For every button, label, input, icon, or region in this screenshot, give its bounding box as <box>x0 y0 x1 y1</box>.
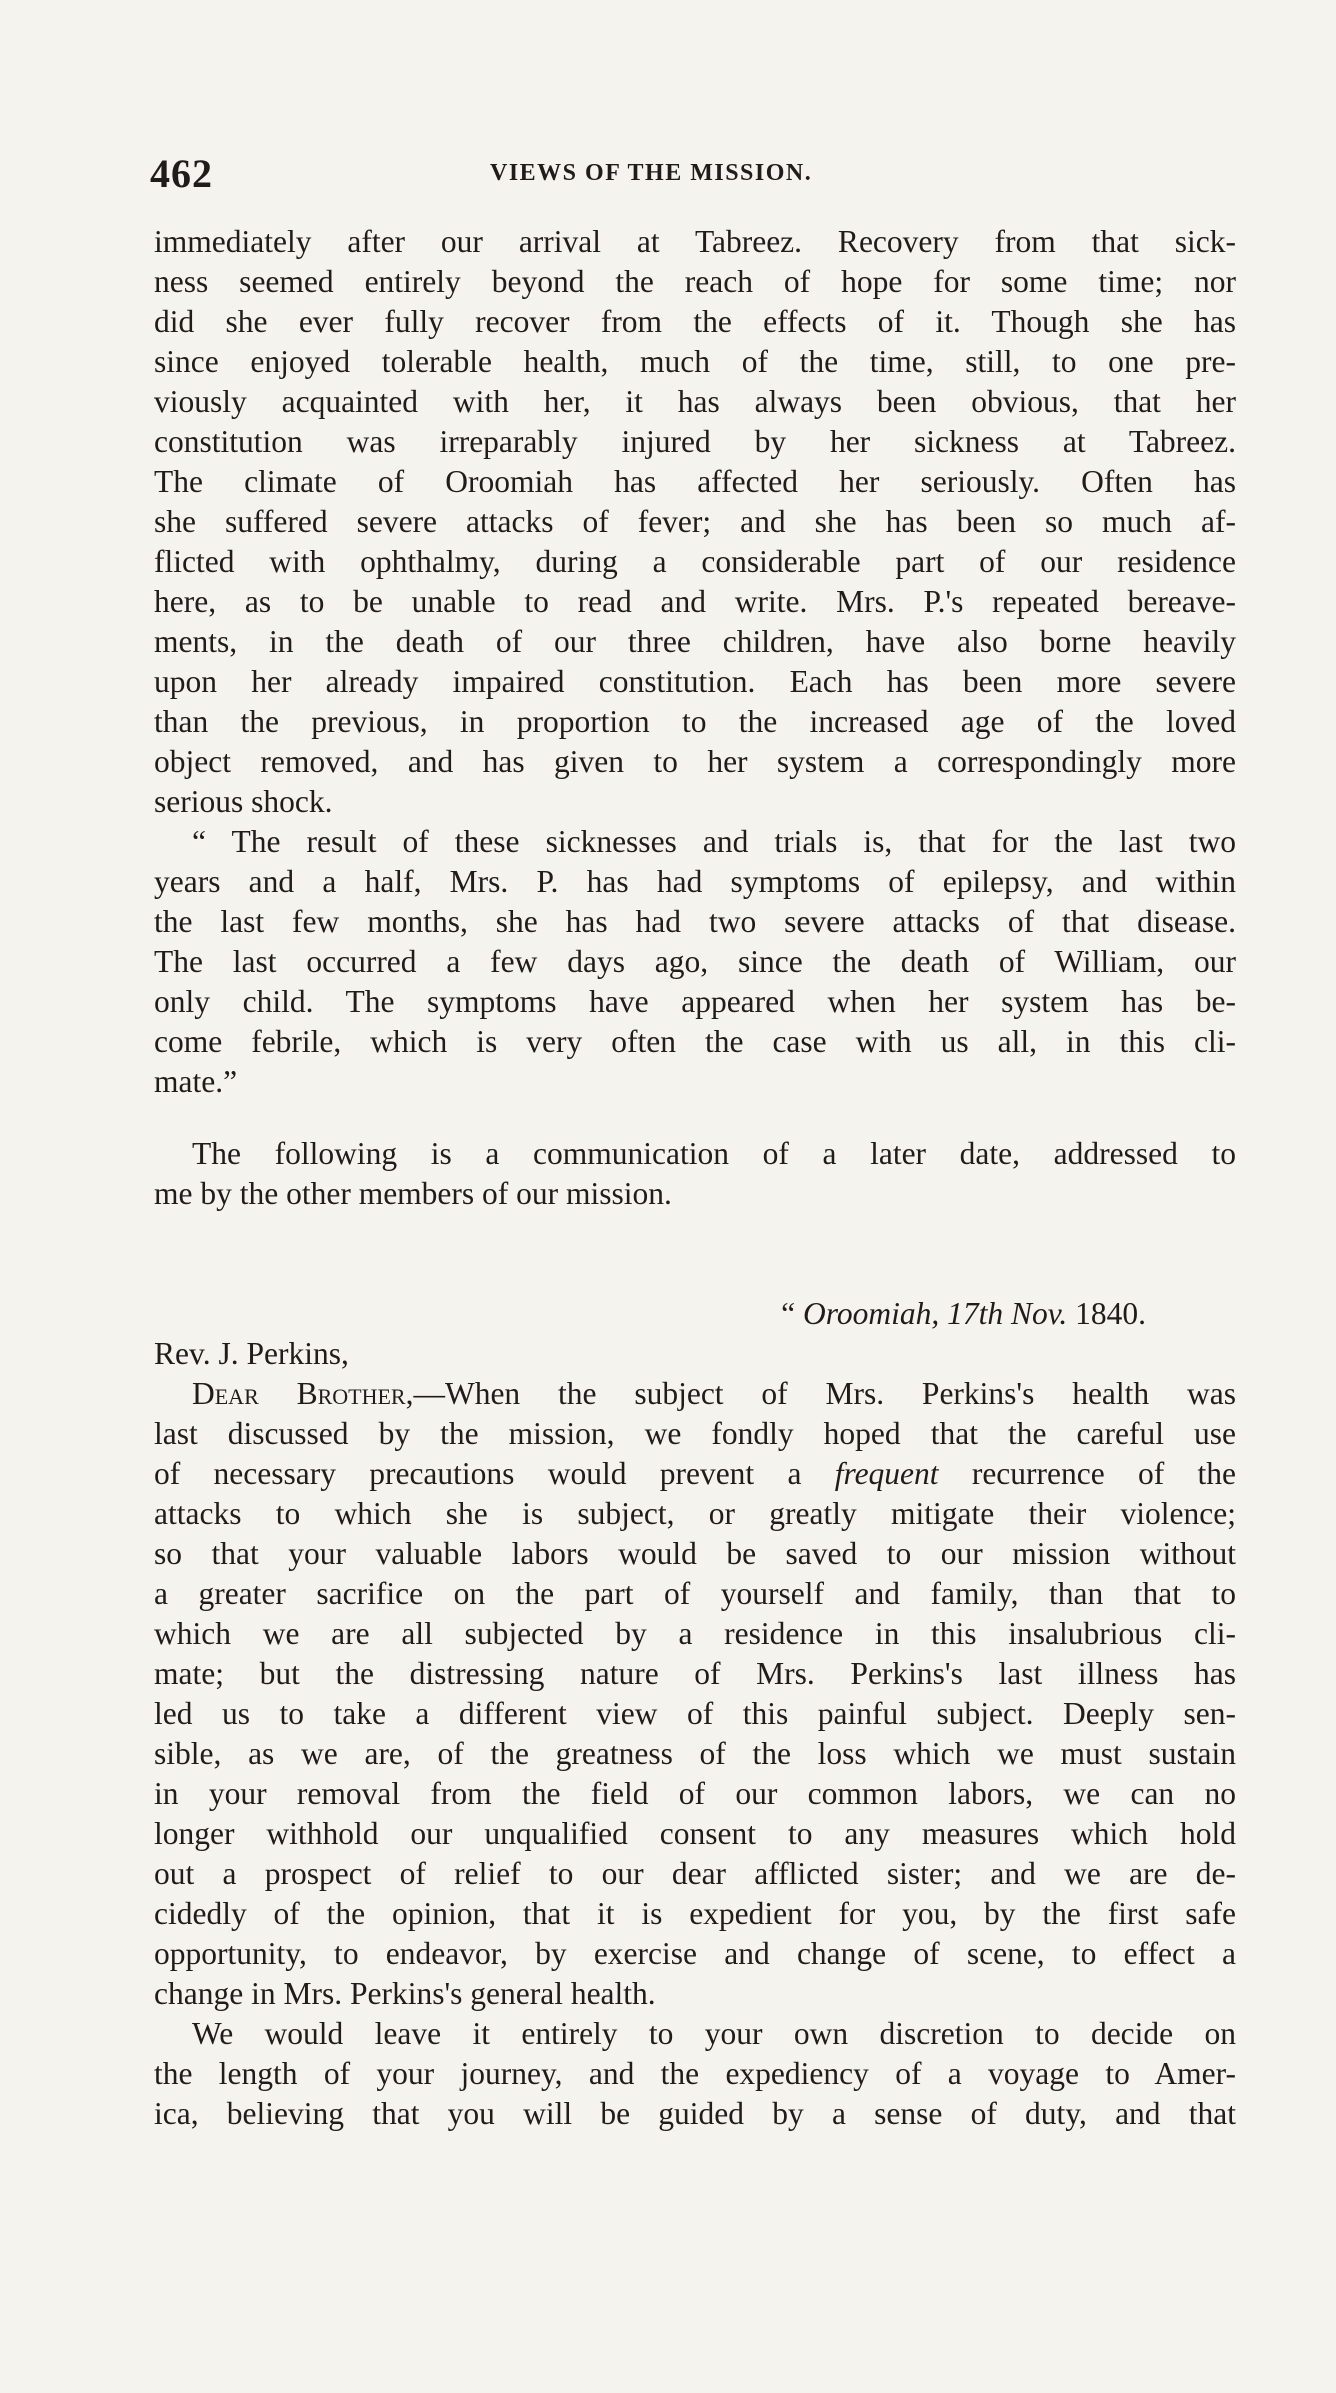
text-line: constitution was irreparably injured by her sickness at Tabreez. <box>154 424 1236 459</box>
text-line: attacks to which she is subject, or greatly mitigate their violence; <box>154 1496 1236 1531</box>
body-text <box>154 222 1236 2134</box>
letter-addressee: Rev. J. Perkins, <box>154 1336 349 1371</box>
salutation: Dear Brother, <box>192 1376 414 1411</box>
text-line: longer withhold our unqualified consent to any measures which hold <box>154 1816 1236 1851</box>
text-line: mate.” <box>154 1064 238 1099</box>
text-line: the length of your journey, and the expediency of a voyage to Amer- <box>154 2056 1236 2091</box>
text-line: here, as to be unable to read and write. Mrs. P.'s repeated bereave- <box>154 584 1236 619</box>
text-line: last discussed by the mission, we fondly hoped that the careful use <box>154 1416 1236 1451</box>
text-line: which we are all subjected by a residence in this insalubrious cli- <box>154 1616 1236 1651</box>
text-line: The last occurred a few days ago, since the death of William, our <box>154 944 1236 979</box>
text-line: “ The result of these sicknesses and trials is, that for the last two <box>192 824 1236 859</box>
text-line: The climate of Oroomiah has affected her seriously. Often has <box>154 464 1236 499</box>
text-line: me by the other members of our mission. <box>154 1176 672 1211</box>
text-line: since enjoyed tolerable health, much of the time, still, to one pre- <box>154 344 1236 379</box>
text-line: We would leave it entirely to your own discretion to decide on <box>192 2016 1236 2051</box>
text-line: come febrile, which is very often the case with us all, in this cli- <box>154 1024 1236 1059</box>
text-line: than the previous, in proportion to the increased age of the loved <box>154 704 1236 739</box>
spacer <box>154 1102 1236 1134</box>
running-head: VIEWS OF THE MISSION. <box>490 160 813 186</box>
letter-salutation-line: Dear Brother,—When the subject of Mrs. Perkins's health was <box>192 1376 1236 1411</box>
text-line: cidedly of the opinion, that it is expedient for you, by the first safe <box>154 1896 1236 1931</box>
text-line: flicted with ophthalmy, during a considerable part of our residence <box>154 544 1236 579</box>
text-line: sible, as we are, of the greatness of the loss which we must sustain <box>154 1736 1236 1771</box>
text-line: The following is a communication of a later date, addressed to <box>192 1136 1236 1171</box>
text-line: serious shock. <box>154 784 333 819</box>
text-line: did she ever fully recover from the effects of it. Though she has <box>154 304 1236 339</box>
text-line: change in Mrs. Perkins's general health. <box>154 1976 656 2011</box>
text-line: ments, in the death of our three children, have also borne heavily <box>154 624 1236 659</box>
text-line: led us to take a different view of this painful subject. Deeply sen- <box>154 1696 1236 1731</box>
letter-dateline: “ Oroomiah, 17th Nov. 1840. <box>781 1296 1146 1331</box>
text-line: of necessary precautions would prevent a frequent recurrence of the <box>154 1456 1236 1491</box>
spacer <box>154 1214 1236 1294</box>
text-line: out a prospect of relief to our dear afflicted sister; and we are de- <box>154 1856 1236 1891</box>
text-line: she suffered severe attacks of fever; and she has been so much af- <box>154 504 1236 539</box>
text-line: viously acquainted with her, it has always been obvious, that her <box>154 384 1236 419</box>
text-line: the last few months, she has had two severe attacks of that disease. <box>154 904 1236 939</box>
text-line: opportunity, to endeavor, by exercise and change of scene, to effect a <box>154 1936 1236 1971</box>
text-line: ica, believing that you will be guided by a sense of duty, and that <box>154 2096 1236 2131</box>
text-line: object removed, and has given to her system a correspondingly more <box>154 744 1236 779</box>
text-line: ness seemed entirely beyond the reach of hope for some time; nor <box>154 264 1236 299</box>
page-number: 462 <box>150 151 213 196</box>
text-line: in your removal from the field of our common labors, we can no <box>154 1776 1236 1811</box>
text-line: a greater sacrifice on the part of yourself and family, than that to <box>154 1576 1236 1611</box>
text-line: so that your valuable labors would be saved to our mission without <box>154 1536 1236 1571</box>
page-header <box>150 150 1240 210</box>
text-line: immediately after our arrival at Tabreez. Recovery from that sick- <box>154 224 1236 259</box>
book-page <box>150 150 1240 2131</box>
text-line: upon her already impaired constitution. Each has been more severe <box>154 664 1236 699</box>
text-line: only child. The symptoms have appeared when her system has be- <box>154 984 1236 1019</box>
text-line: mate; but the distressing nature of Mrs. Perkins's last illness has <box>154 1656 1236 1691</box>
text-line: years and a half, Mrs. P. has had symptoms of epilepsy, and within <box>154 864 1236 899</box>
